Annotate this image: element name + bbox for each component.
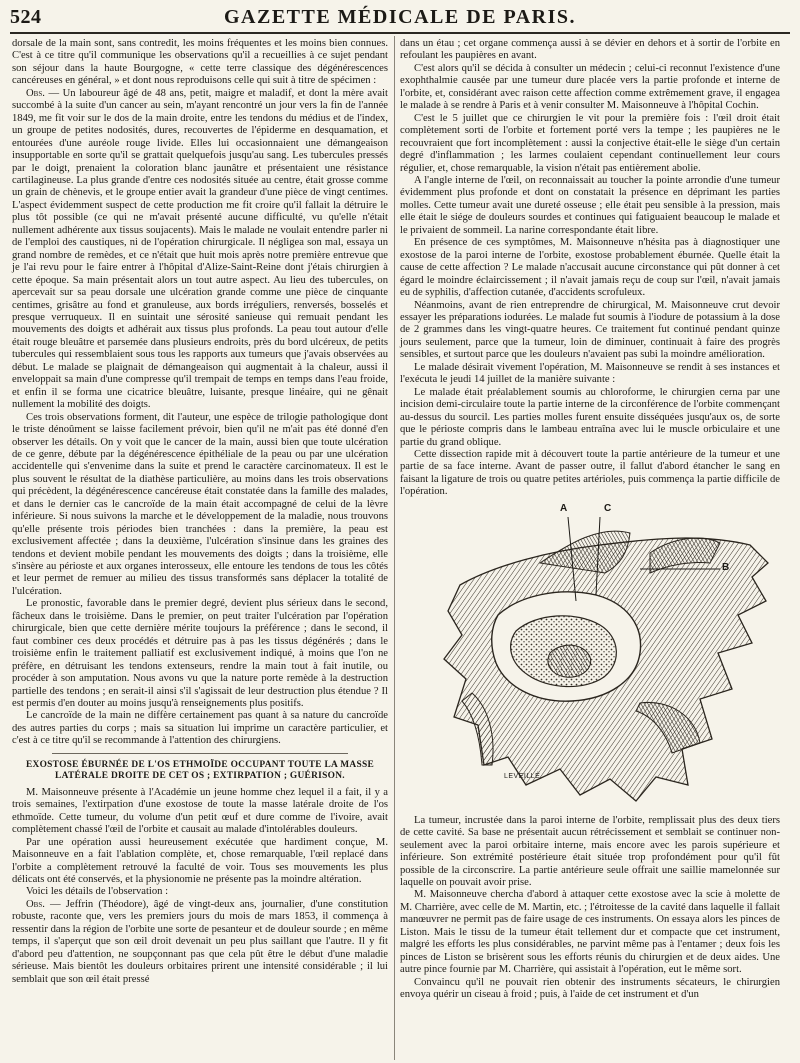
journal-title: GAZETTE MÉDICALE DE PARIS.: [223, 6, 577, 28]
paragraph: En présence de ces symptômes, M. Maisonneuve n'hésita pas à diagnostiquer une exostose de la paroi interne de l'orbite, exostose probablement éburnée. Quelle était la cause de cette affection ? Le malade n'accusait aucune circonstance qui pût donner à cet égard le moindre éclaircissement ; il n'avait jamais reçu de coup sur l'œil, n'avait jamais eu de syphilis, d'affection cutanée, d'accidents scrofuleux.: [400, 237, 780, 299]
anatomical-engraving: [400, 503, 780, 809]
obs-label: Obs.: [26, 898, 45, 910]
paragraph: Ces trois observations forment, dit l'auteur, une espèce de trilogie pathologique dont le triste dénoûment se laisse facilement prévoir, bien qu'il ne m'ait pas été donné d'en observer les détails. On y voit que le cancer de la main, aussi bien que toute ulcération de ce genre, débute par la dégénérescence épithéliale de la peau ou par une ulcération accidentelle qui s'envenime dans la suite et prend le caractère carcinomateux. Il est le plus souvent le résultat de la diathèse particulière, au moins dans les trois observations qui précèdent, la dégénérescence cancéreuse était constatée dans la famille des malades, et dans le dernier cas le cancroïde de la main était accompagné de celui de la lèvre inférieure. Si nous suivons la marche et le développement de la maladie, nous trouvons qu'elle présente trois périodes bien tranchées : dans la première, la peau est exclusivement affectée ; dans la deuxième, l'ulcération s'insinue dans les graines des tendons et devient mobile pendant les mouvements des doigts ; dans la troisième, elle s'insère au périoste et aux organes interosseux, elle entoure les tendons de tous les côtés et leur permet de remuer au milieu des tissus transformés sans déplacer la totalité de l'ulcération.: [12, 411, 388, 597]
paragraph: La tumeur, incrustée dans la paroi interne de l'orbite, remplissait plus des deux tiers de cette cavité. Sa base ne présentait aucun rétrécissement et semblait se continuer non-seulement avec la paroi orbitaire interne, mais encore avec les parois supérieure et inférieure. Son extrémité postérieure était située trop profondément pour qu'il fût possible de la circonscrire. La partie antérieure seule offrait une saillie mamelonnée sur laquelle on pouvait avoir prise.: [400, 814, 780, 889]
figure-label-a: A: [560, 502, 568, 514]
paragraph: dorsale de la main sont, sans contredit, les moins fréquentes et les moins bien connues. C'est à ce titre qu'il communique les observations qu'il a recueillies à ce sujet pendant son séjour dans la haute Bourgogne, « cette terre classique des dégénérescences cancéreuses en général, » et dont nous reproduisons celle qui suit à titre de spécimen :: [12, 38, 388, 87]
paragraph: Par une opération aussi heureusement exécutée que hardiment conçue, M. Maisonneuve en a fait l'ablation complète, et, chose remarquable, l'œil replacé dans l'orbite a complètement retrouvé la faculté de voir. Tous ses mouvements les plus délicats ont été conservés, et la physionomie ne présente pas la moindre altération.: [12, 836, 388, 885]
obs-text: — Un laboureur âgé de 48 ans, petit, maigre et maladif, et dont la mère avait succombé à la suite d'un cancer au sein, m'ayant rencontré un jour vers la fin de l'année 1849, me fit voir sur le dos de la main droite, entre les tendons du médius et de l'index, un groupe de petites nodosités, dures, recouvertes de l'épiderme en desquamation, et entourées d'une auréole rouge livide. Elles lui occasionnaient une démangeaison insupportable en sorte qu'il se grattait quelquefois jusqu'au sang. Les tubercules pressés par le doigt, prenaient la coloration blanc jaunâtre et présentaient une résistance cartilagineuse. La plus grande d'entre ces nodosités située au centre, était grosse comme un grain de chènevis, et le groupe entier avait la grandeur d'une pièce de vingt centimes. L'aspect évidemment suspect de cette production me fit croire qu'il fallait la détruire le plus tôt possible (ce qui ne m'avait présenté aucune difficulté, vu qu'elle n'était nullement adhérente aux tissus soujacents). Mais le malade ne voulait entendre parler ni de l'emploi des caustiques, ni de l'opération chirurgicale. Il négligea son mal, essaya un grand nombre de remèdes, et ce n'était que huit mois après notre première entrevue que je l'ai revu pour le faire entrer à l'hôpital d'Alize-Saint-Reine dont j'étais chirurgien à cette époque. Sa main présentait alors un tout autre aspect. Au lieu des tubercules, on apercevait sur sa peau dorsale une ulcération grande comme une pièce de cinquante centimes, grisâtre au fond et granuleuse, aux bords irréguliers, renversés, bosselés et presque verruqueux. Il en suintait une sérosité sanieuse qui remuait pendant les mouvements des doigts et adhérait aux tissus plus profonds. La peau tout autour d'elle était rouge bleuâtre et parsemée dans plusieurs endroits, près du bord ulcéreux, de petits tubercules qui ressemblaient sous tous les rapports aux tumeurs que j'avais observées au début. Le malade se plaignait de démangeaison qui augmentait à la chaleur, aussi il enveloppait sa main d'une compresse qu'il trempait de temps en temps dans l'eau froide, et enfin il se forma une cicatrice bleuâtre, luisante, presque linéaire, qui ne gênait nullement la mobilité des doigts.: [12, 87, 388, 411]
page-header: [10, 2, 790, 32]
paragraph: C'est alors qu'il se décida à consulter un médecin ; celui-ci reconnut l'existence d'une exophthalmie causée par une tumeur dure placée vers la partie profonde et interne de l'orbite, et, considérant avec raison cette affection comme extrêmement grave, il engagea le malade à se rendre à Paris et à venir consulter M. Maisonneuve à l'hôpital Cochin.: [400, 62, 780, 112]
observation-paragraph: [12, 899, 388, 986]
paragraph: M. Maisonneuve chercha d'abord à attaquer cette exostose avec la scie à molette de M. Charrière, avec celle de M. Martin, etc. ; l'étroitesse de la cavité dans laquelle il fallait manœuvrer ne permit pas de faire usage de ces instruments. On essaya alors les pinces de Liston. Mais le tissu de la tumeur était tellement dur et compacte que cet instrument, malgré les efforts les plus considérables, ne parvint même pas à l'entamer ; deux fois les pinces de Liston se brisèrent sous les efforts réunis du chirurgien et de deux aides. Une autre pince fournie par M. Charrière, qui assistait à l'opération, eut le même sort.: [400, 889, 780, 976]
page-number: 524: [10, 6, 42, 28]
right-column: [400, 38, 780, 1002]
column-divider: [394, 36, 395, 1060]
paragraph: Convaincu qu'il ne pouvait rien obtenir des instruments sécateurs, le chirurgien envoya quérir un ciseau à froid ; puis, à l'aide de cet instrument et d'un: [400, 976, 780, 1001]
observation-paragraph: [12, 88, 388, 412]
obs-text: — Jeffrin (Théodore), âgé de vingt-deux ans, journalier, d'une constitution robuste, raconte que, vers les premiers jours du mois de mars 1853, il commença à ressentir dans la région de l'orbite une sorte de pesanteur et de douleur sourde ; en même temps, il s'aperçut que son œil droit devenait un peu plus saillant que l'autre. Il y fit d'abord peu d'attention, ne soupçonnant pas que cela pût être le début d'une maladie sérieuse. Mais bientôt les douleurs orbitaires prirent une intensité considérable ; il lui semblait que son œil était pressé: [12, 898, 388, 985]
paragraph: Le cancroïde de la main ne diffère certainement pas quant à sa nature du cancroïde des autres parties du corps ; mais sa situation lui imprime un caractère particulier, et c'est à ce titre qu'il se recommande à l'attention des chirurgiens.: [12, 710, 388, 747]
figure-label-b: B: [722, 561, 730, 573]
header-rule: [10, 32, 790, 34]
section-title: EXOSTOSE ÉBURNÉE DE L'OS ETHMOÏDE OCCUPANT TOUTE LA MASSE LATÉRALE DROITE DE CET OS ; EXTIRPATION ; GUÉRISON.: [25, 759, 375, 781]
paragraph: dans un étau ; cet organe commença aussi à se dévier en dehors et à sortir de l'orbite en refoulant les paupières en avant.: [400, 38, 780, 62]
tumor-core: [548, 645, 591, 677]
paragraph: C'est le 5 juillet que ce chirurgien le vit pour la première fois : l'œil droit était complètement sorti de l'orbite et fortement porté vers la tempe ; les paupières ne le recouvraient que fort incomplètement : aussi la conjective était-elle le siège d'un certain degré d'inflammation ; les larmes coulaient cependant continuellement leur cours régulier, et, chose remarquable, la vision n'était pas entièrement abolie.: [400, 112, 780, 174]
paragraph: A l'angle interne de l'œil, on reconnaissait au toucher la pointe arrondie d'une tumeur évidemment plus profonde et dont on constatait la présence en déprimant les parties molles. Cette tumeur avait une dureté osseuse ; elle était peu sensible à la pression, mais elle était le siége de douleurs sourdes et continues qui fatiguaient beaucoup le malade et le privaient de sommeil. La narine correspondante était libre.: [400, 174, 780, 236]
paragraph: Le malade désirait vivement l'opération, M. Maisonneuve se rendit à ses instances et l'exécuta le jeudi 14 juillet de la manière suivante :: [400, 361, 780, 386]
paragraph: Le malade était préalablement soumis au chloroforme, le chirurgien cerna par une incision demi-circulaire toute la partie interne de la circonférence de l'orbite commençant au-dessus du sourcil. Les parties molles furent ensuite disséquées jusqu'aux os, de sorte que le périoste compris dans le lambeau entraîna avec lui le muscle orbiculaire et une partie du grand oblique.: [400, 386, 780, 448]
skull-engraving-illustration: [400, 503, 780, 809]
paragraph: Le pronostic, favorable dans le premier degré, devient plus sérieux dans le second, fâcheux dans le troisième. Dans le premier, on peut traiter l'ulcération par l'opération chirurgicale, bien que cette dernière mérite toujours la préférence ; dans le second, il faut combiner ces deux procédés et détruire pas à pas les tissus dégénérés ; dans le troisième enfin le traitement palliatif est exclusivement indiqué, à moins que l'on ne préfère, en détruisant les tendons extenseurs, rendre la main tout à fait inutile, ou procéder à son amputation. Nous avons vu que la nature porte remède à la destruction partielle des tendons ; en serait-il ainsi s'il s'agissait de leur destruction plus étendue ? Il est permis d'en douter au moins jusqu'à renseignements plus positifs.: [12, 598, 388, 710]
figure-label-c: C: [604, 502, 612, 514]
paragraph: Voici les détails de l'observation :: [26, 886, 169, 898]
paragraph: M. Maisonneuve présente à l'Académie un jeune homme chez lequel il a fait, il y a trois semaines, l'extirpation d'une exostose de toute la masse latérale droite de l'os ethmoïde. Cette tumeur, du volume d'un petit œuf et dure comme de l'ivoire, avait complètement chassé l'œil de l'orbite et causait au malade d'intolérables douleurs.: [12, 786, 388, 836]
engraver-signature: LEVEILLÉ: [504, 772, 541, 780]
obs-label: Obs.: [26, 87, 45, 99]
paragraph: Cette dissection rapide mit à découvert toute la partie antérieure de la tumeur et une partie de sa face interne. Avant de passer outre, il fallut d'abord étancher le sang en faisant la ligature de trois ou quatre petites artérioles, puis commença la partie difficile de l'opération.: [400, 448, 780, 498]
section-separator: [52, 753, 348, 754]
paragraph: Néanmoins, avant de rien entreprendre de chirurgical, M. Maisonneuve crut devoir essayer les préparations iodurées. Le malade fut soumis à l'iodure de potassium à la dose de 2 grammes dans les vingt-quatre heures. Ce traitement fut continué pendant quinze jours seulement, parce que la tumeur, loin de diminuer, continuait à faire des progrès sensibles, et surtout parce que les douleurs n'avaient pas subi la moindre amélioration.: [400, 299, 780, 361]
left-column: [12, 38, 388, 986]
